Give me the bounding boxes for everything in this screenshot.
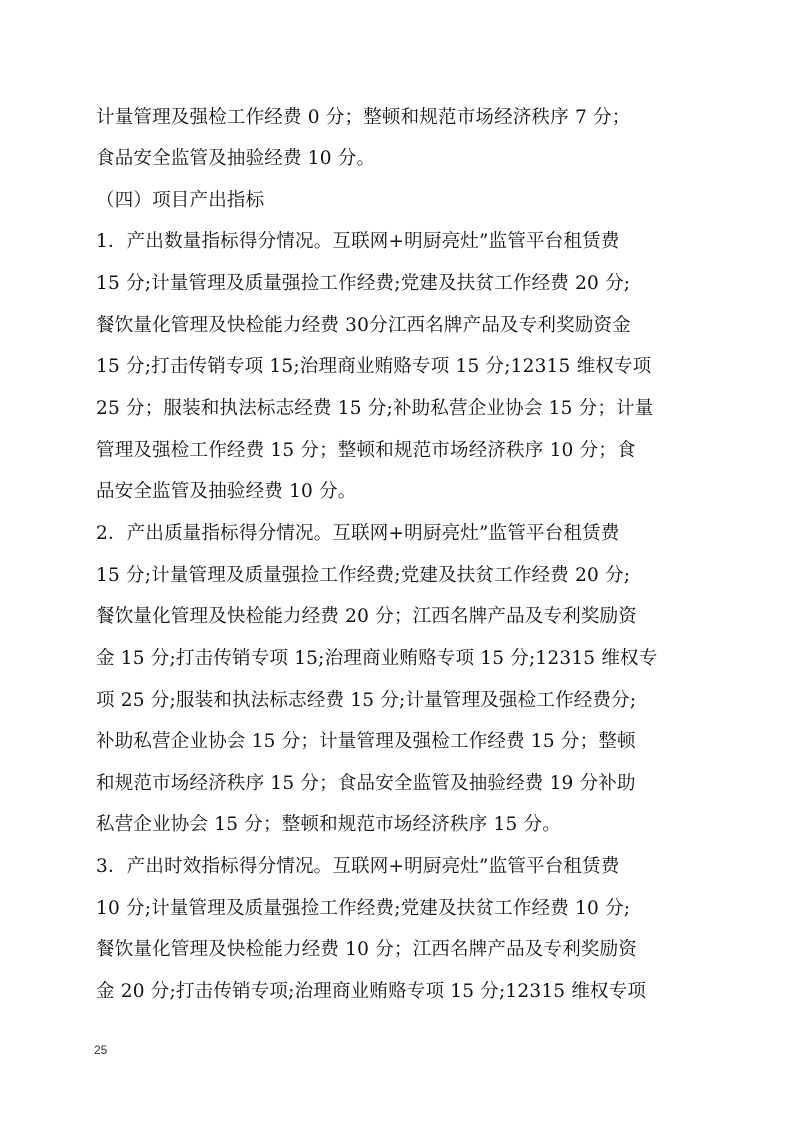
text-line: 金 15 分;打击传销专项 15;治理商业贿赂专项 15 分;12315 维权专 [96, 648, 658, 669]
text-line: 餐饮量化管理及快检能力经费 30分江西名牌产品及专利奖励资金 [96, 315, 631, 336]
text-line: 2．产出质量指标得分情况。互联网+明厨亮灶”监管平台租赁费 [96, 523, 620, 544]
text-line: 金 20 分;打击传销专项;治理商业贿赂专项 15 分;12315 维权专项 [96, 981, 647, 1002]
text-line: 和规范市场经济秩序 15 分；食品安全监管及抽验经费 19 分补助 [96, 773, 636, 794]
text-line: 餐饮量化管理及快检能力经费 10 分；江西名牌产品及专利奖励资 [96, 939, 638, 960]
text-line: 15 分;计量管理及质量强捡工作经费;党建及扶贫工作经费 20 分; [96, 565, 631, 586]
text-line: 私营企业协会 15 分；整顿和规范市场经济秩序 15 分。 [96, 814, 561, 835]
page-number: 25 [94, 1043, 108, 1057]
text-line: 25 分；服装和执法标志经费 15 分;补助私营企业协会 15 分；计量 [96, 398, 654, 419]
text-line: 计量管理及强检工作经费 0 分；整顿和规范市场经济秩序 7 分； [96, 107, 631, 128]
text-line: 餐饮量化管理及快检能力经费 20 分；江西名牌产品及专利奖励资 [96, 606, 638, 627]
text-line: 补助私营企业协会 15 分；计量管理及强检工作经费 15 分；整顿 [96, 731, 636, 752]
text-line: 管理及强检工作经费 15 分；整顿和规范市场经济秩序 10 分；食 [96, 440, 636, 461]
text-line: 15 分;打击传销专项 15;治理商业贿赂专项 15 分;12315 维权专项 [96, 356, 652, 377]
text-line: 10 分;计量管理及质量强捡工作经费;党建及扶贫工作经费 10 分; [96, 898, 631, 919]
text-line: 1．产出数量指标得分情况。互联网+明厨亮灶”监管平台租赁费 [96, 231, 620, 252]
text-line: 15 分;计量管理及质量强捡工作经费;党建及扶贫工作经费 20 分; [96, 273, 631, 294]
text-line: 食品安全监管及抽验经费 10 分。 [96, 148, 376, 169]
text-line: 品安全监管及抽验经费 10 分。 [96, 481, 357, 502]
text-line: 项 25 分;服装和执法标志经费 15 分;计量管理及强检工作经费分; [96, 690, 637, 711]
text-line: 3．产出时效指标得分情况。互联网+明厨亮灶”监管平台租赁费 [96, 856, 620, 877]
section-heading: （四）项目产出指标 [96, 190, 265, 211]
